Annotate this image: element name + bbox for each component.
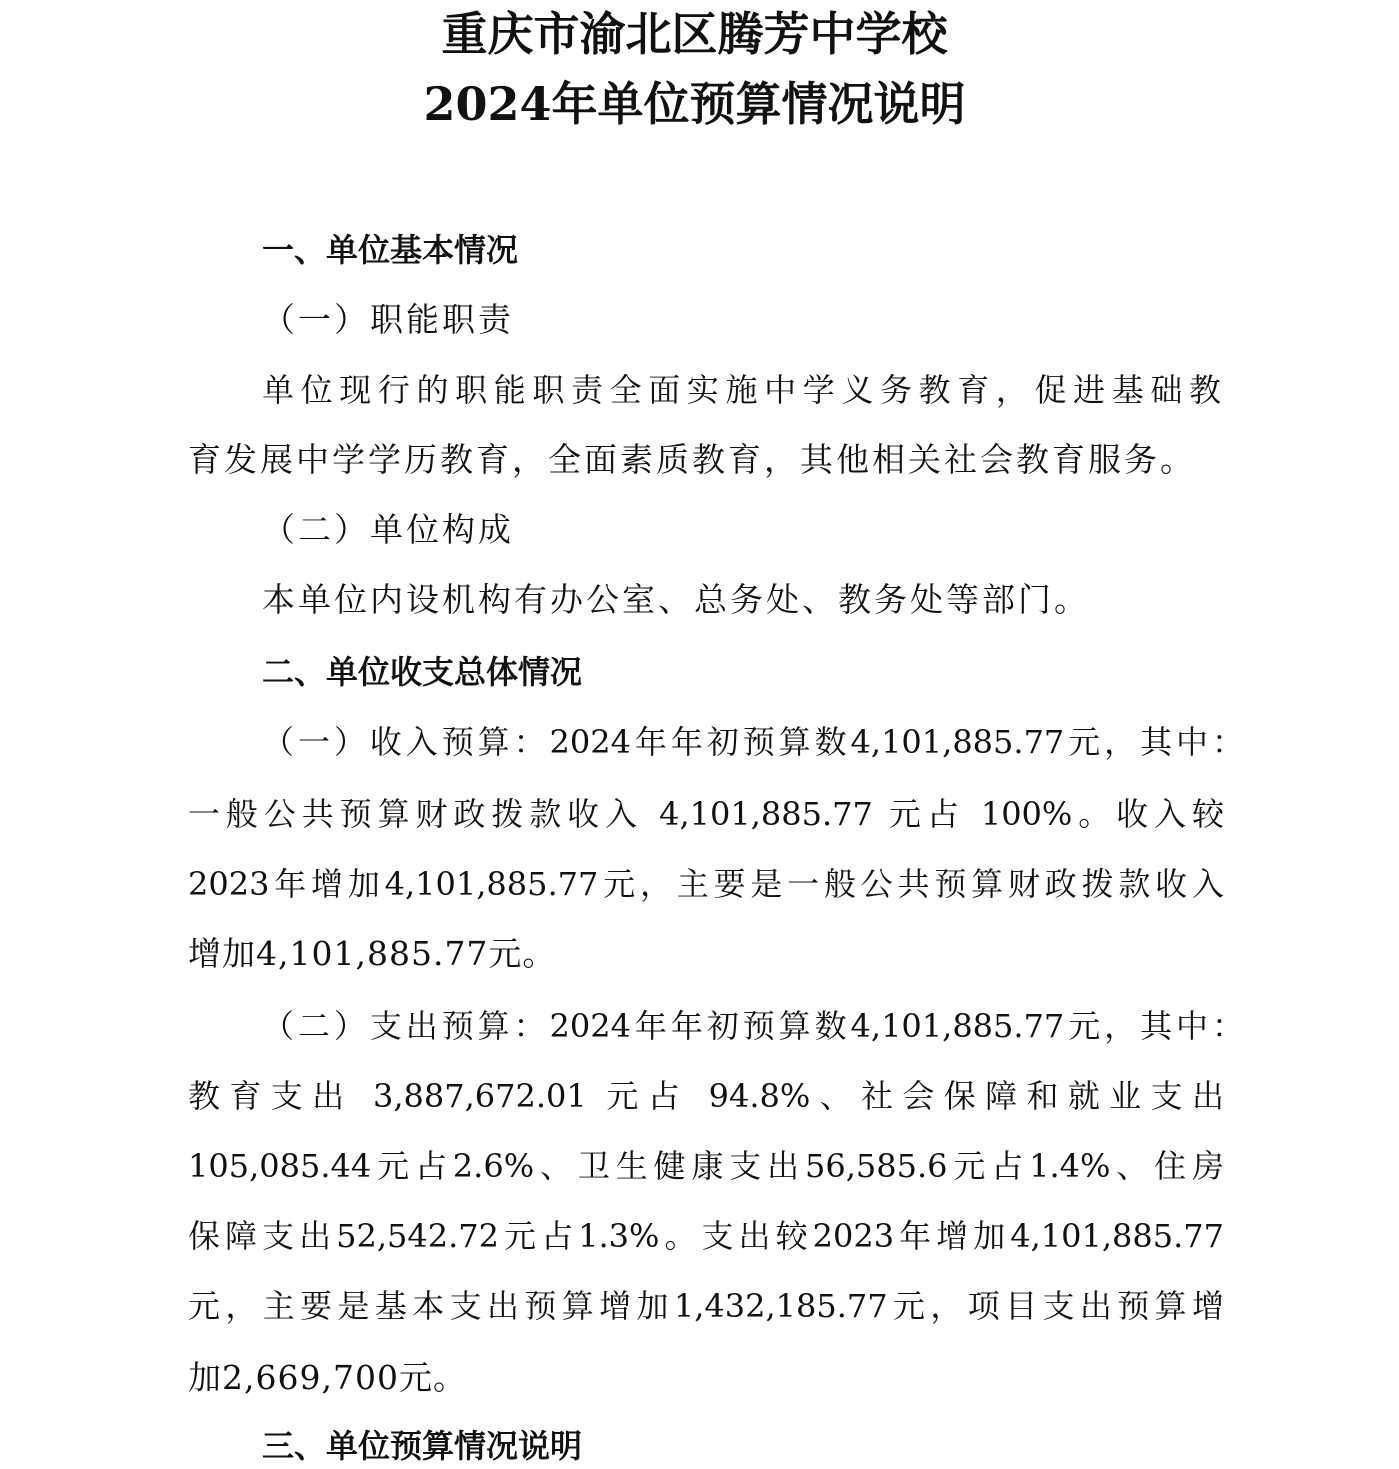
paragraph-line: 105,085.44元占2.6%、卫生健康支出56,585.6元占1.4%、住房 [188,1147,1224,1185]
subsection-heading-duties: （一）职能职责 [262,300,514,339]
paragraph-line: （一）收入预算：2024年年初预算数4,101,885.77元，其中： [262,723,1244,761]
document-title-line-2: 2024年单位预算情况说明 [423,77,966,131]
paragraph-line: （二）支出预算：2024年年初预算数4,101,885.77元，其中： [262,1007,1244,1045]
paragraph-line: 一般公共预算财政拨款收入 4,101,885.77 元占 100%。收入较 [188,795,1224,833]
paragraph-line: 保障支出52,542.72元占1.3%。支出较2023年增加4,101,885.77 [188,1217,1224,1255]
paragraph-line: 育发展中学学历教育，全面素质教育，其他相关社会教育服务。 [188,440,1196,479]
section-heading-2: 二、单位收支总体情况 [262,653,583,691]
paragraph-line: 本单位内设机构有办公室、总务处、教务处等部门。 [262,580,1090,619]
section-heading-1: 一、单位基本情况 [262,231,519,269]
paragraph-line: 元，主要是基本支出预算增加1,432,185.77元，项目支出预算增 [188,1287,1224,1325]
subsection-heading-structure: （二）单位构成 [262,510,514,549]
paragraph-line: 单位现行的职能职责全面实施中学义务教育，促进基础教 [262,371,1224,409]
paragraph-line: 增加4,101,885.77元。 [188,934,557,973]
paragraph-line: 加2,669,700元。 [188,1358,467,1397]
section-heading-3: 三、单位预算情况说明 [262,1427,583,1465]
document-title-line-1: 重庆市渝北区腾芳中学校 [441,7,948,61]
paragraph-line: 2023年增加4,101,885.77元，主要是一般公共预算财政拨款收入 [188,865,1224,903]
paragraph-line: 教育支出 3,887,672.01 元占 94.8%、社会保障和就业支出 [188,1077,1224,1115]
